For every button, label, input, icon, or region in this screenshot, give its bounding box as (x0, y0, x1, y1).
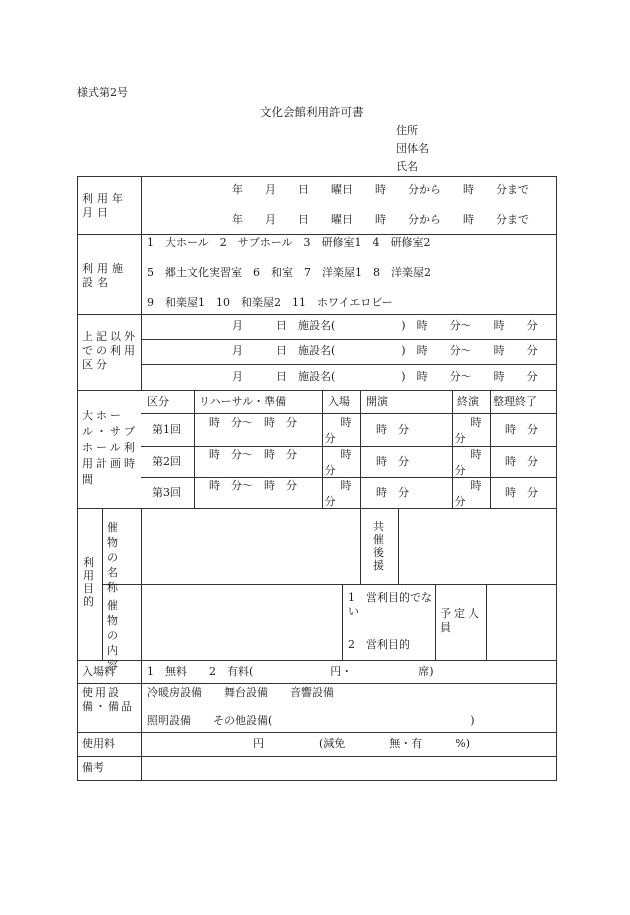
rehearsal-time-field[interactable]: 時 分～ 時 分 (209, 448, 297, 461)
expected-people-field[interactable] (487, 585, 556, 659)
sponsor-label: 共催後援 (373, 520, 384, 572)
usage-date-label: 利用年月日 (82, 192, 127, 219)
schedule-row-label: 第2回 (152, 455, 181, 468)
cleanup-time-field[interactable]: 時 分 (505, 423, 538, 436)
minute-unit: 分 (454, 432, 466, 445)
schedule-header-cleanup: 整理終了 (493, 395, 537, 408)
minute-unit: 分 (324, 494, 336, 508)
hour-unit: 時 (340, 478, 352, 492)
sponsor-field[interactable] (399, 509, 556, 583)
event-content-field[interactable] (142, 585, 341, 659)
other-usage-label: 上記以外での利用区分 (82, 330, 138, 371)
admission-label: 入場料 (82, 665, 115, 678)
fee-label: 使用料 (82, 737, 115, 750)
usage-date-row-1[interactable]: 年 月 日 曜日 時 分から 時 分まで (232, 183, 529, 196)
facility-options-line-2[interactable]: 5 郷土文化実習室 6 和室 7 洋楽屋1 8 洋楽屋2 (147, 266, 431, 279)
admission-options[interactable]: 1 無料 2 有料( 円・ 席) (147, 665, 434, 678)
schedule-header-start: 開演 (366, 395, 388, 408)
remarks-label: 備考 (82, 761, 104, 774)
schedule-row-label: 第3回 (152, 486, 181, 499)
expected-people-label: 予定人員 (440, 607, 482, 634)
schedule-header-end: 終演 (457, 395, 479, 408)
document-title: 文化会館利用許可書 (260, 105, 364, 119)
hour-unit: 時 (470, 478, 482, 492)
hour-unit: 時 (470, 447, 482, 461)
applicant-address-label: 住所 (396, 124, 418, 137)
facility-options-line-1[interactable]: 1 大ホール 2 サブホール 3 研修室1 4 研修室2 (147, 236, 431, 249)
hall-schedule-label: 大ホール・サブホール利用計画時間 (82, 409, 138, 486)
other-usage-row-3[interactable]: 月 日 施設名( ) 時 分～ 時 分 (232, 370, 538, 383)
cleanup-time-field[interactable]: 時 分 (505, 486, 538, 499)
cleanup-time-field[interactable]: 時 分 (505, 455, 538, 468)
minute-unit: 分 (454, 463, 466, 477)
equipment-line-2[interactable]: 照明設備 その他設備( ) (147, 714, 475, 727)
purpose-label: 利用目的 (83, 556, 94, 608)
end-time-field[interactable] (452, 477, 490, 508)
facility-options-line-3[interactable]: 9 和楽屋1 10 和楽屋2 11 ホワイエロビー (147, 296, 393, 309)
schedule-header-rehearsal: リハーサル・準備 (199, 395, 287, 408)
minute-unit: 分 (324, 432, 336, 445)
event-name-field[interactable] (142, 509, 359, 583)
schedule-row-label: 第1回 (152, 423, 181, 436)
start-time-field[interactable]: 時 分 (376, 455, 409, 468)
schedule-header-entry: 入場 (328, 395, 350, 408)
schedule-header-category: 区分 (147, 395, 169, 408)
start-time-field[interactable]: 時 分 (376, 486, 409, 499)
entry-time-field[interactable] (322, 446, 360, 477)
equipment-label: 使用設備・備品 (82, 686, 134, 713)
equipment-line-1[interactable]: 冷暖房設備 舞台設備 音響設備 (147, 686, 334, 699)
entry-time-field[interactable] (322, 414, 360, 446)
entry-time-field[interactable] (322, 477, 360, 508)
profit-option-2[interactable]: 2 営利目的 (348, 638, 410, 651)
hour-unit: 時 (470, 416, 482, 429)
start-time-field[interactable]: 時 分 (376, 423, 409, 436)
form-number: 様式第2号 (77, 86, 128, 99)
other-usage-row-2[interactable]: 月 日 施設名( ) 時 分～ 時 分 (232, 344, 538, 357)
remarks-field[interactable] (142, 757, 556, 780)
other-usage-row-1[interactable]: 月 日 施設名( ) 時 分～ 時 分 (232, 319, 538, 332)
event-name-label: 催物の名称 (107, 521, 124, 594)
minute-unit: 分 (324, 463, 336, 477)
applicant-group-label: 団体名 (396, 142, 429, 155)
rehearsal-time-field[interactable]: 時 分～ 時 分 (209, 416, 297, 429)
rehearsal-time-field[interactable]: 時 分～ 時 分 (209, 479, 297, 492)
usage-date-row-2[interactable]: 年 月 日 曜日 時 分から 時 分まで (232, 213, 529, 226)
end-time-field[interactable] (452, 446, 490, 477)
hour-unit: 時 (340, 416, 352, 429)
fee-field[interactable]: 円 (減免 無・有 %) (253, 737, 471, 750)
hour-unit: 時 (340, 447, 352, 461)
profit-option-1[interactable]: 1 営利目的でない (348, 591, 432, 618)
event-content-label: 催物の内容 (107, 599, 124, 672)
applicant-name-label: 氏名 (396, 160, 418, 173)
minute-unit: 分 (454, 494, 466, 508)
end-time-field[interactable] (452, 414, 490, 446)
facility-label: 利用施設名 (82, 262, 127, 289)
